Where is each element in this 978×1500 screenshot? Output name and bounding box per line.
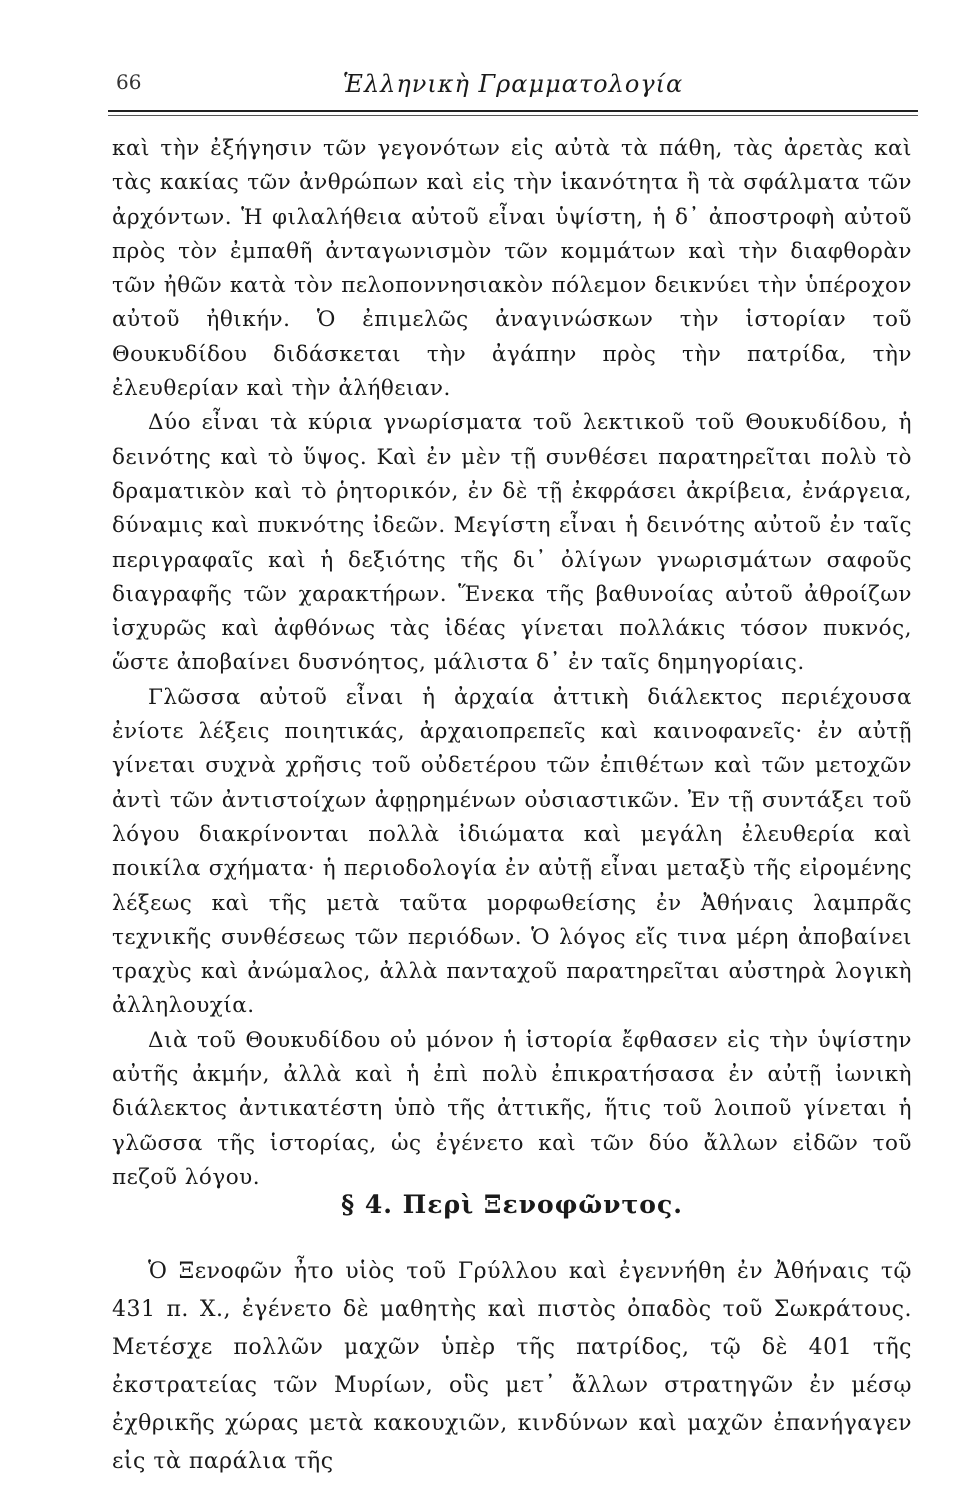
paragraph-text: Ὁ Ξενοφῶν ἦτο υἱὸς τοῦ Γρύλλου καὶ ἐγεννήθη ἐν Ἀθήναις τῷ 431 π. Χ., ἐγένετο δὲ μαθητὴς καὶ πιστὸς ὀπαδὸς τοῦ Σωκράτους. Μετέσχε πολλῶν μαχῶν ὑπὲρ τῆς πατρίδος, τῷ δὲ 401 τῆς ἐκστρατείας τῶν Μυρίων, οὓς μετ᾽ ἄλλων στρατηγῶν ἐν μέσῳ ἐχθρικῆς χώρας μετὰ κακουχιῶν, κινδύνων καὶ μαχῶν ἐπανήγαγεν εἰς τὰ παράλια τῆς [112, 1259, 912, 1474]
paragraph [112, 1253, 912, 1481]
paragraph-text: καὶ τὴν ἐξήγησιν τῶν γεγονότων εἰς αὐτὰ τὰ πάθη, τὰς ἀρετὰς καὶ τὰς κακίας τῶν ἀνθρώπων καὶ εἰς τὴν ἱκανότητα ἢ τὰ σφάλματα τῶν ἀρχόντων. Ἡ φιλαλήθεια αὐτοῦ εἶναι ὑψίστη, ἡ δ᾽ ἀποστροφὴ αὐτοῦ πρὸς τὸν ἐμπαθῆ ἀνταγωνισμὸν τῶν κομμάτων καὶ τὴν διαφθορὰν τῶν ἠθῶν κατὰ τὸν πελοποννησιακὸν πόλεμον δεικνύει τὴν ὑπέροχον αὐτοῦ ἠθικήν. Ὁ ἐπιμελῶς ἀναγινώσκων τὴν ἱστορίαν τοῦ Θουκυδίδου διδάσκεται τὴν ἀγάπην πρὸς τὴν πατρίδα, τὴν ἐλευθερίαν καὶ τὴν ἀλήθειαν. [112, 136, 912, 402]
paragraph [112, 406, 912, 680]
body-text-section [112, 1253, 912, 1481]
paragraph-text: Διὰ τοῦ Θουκυδίδου οὐ μόνον ἡ ἱστορία ἔφθασεν εἰς τὴν ὑψίστην αὐτῆς ἀκμήν, ἀλλὰ καὶ ἡ ἐπὶ πολὺ ἐπικρατήσασα ἐν αὐτῇ ἰωνικὴ διάλεκτος ἀντικατέστη ὑπὸ τῆς ἀττικῆς, ἥτις τοῦ λοιποῦ γίνεται ἡ γλῶσσα τῆς ἱστορίας, ὡς ἐγένετο καὶ τῶν δύο ἄλλων εἰδῶν τοῦ πεζοῦ λόγου. [112, 1027, 912, 1190]
paragraph [112, 681, 912, 1024]
body-text [112, 132, 912, 1195]
paragraph-text: Δύο εἶναι τὰ κύρια γνωρίσματα τοῦ λεκτικοῦ τοῦ Θουκυδίδου, ἡ δεινότης καὶ τὸ ὕψος. Καὶ ἐν μὲν τῇ συνθέσει παρατηρεῖται πολὺ τὸ δραματικὸν καὶ τὸ ῥητορικόν, ἐν δὲ τῇ ἐκφράσει ἀκρίβεια, ἐνάργεια, δύναμις καὶ πυκνότης ἰδεῶν. Μεγίστη εἶναι ἡ δεινότης αὐτοῦ ἐν ταῖς περιγραφαῖς καὶ ἡ δεξιότης τῆς δι᾽ ὀλίγων γνωρισμάτων σαφοῦς διαγραφῆς τῶν χαρακτήρων. Ἕνεκα τῆς βαθυνοίας αὐτοῦ ἀθροίζων ἰσχυρῶς καὶ ἀφθόνως τὰς ἰδέας γίνεται πολλάκις τόσον πυκνός, ὥστε ἀποβαίνει δυσνόητος, μάλιστα δ᾽ ἐν ταῖς δημηγορίαις. [112, 410, 912, 676]
paragraph [112, 132, 912, 406]
page-header [108, 64, 918, 104]
paragraph [112, 1024, 912, 1195]
header-rule-thin [108, 115, 918, 116]
page-number: 66 [116, 70, 142, 94]
paragraph-text: Γλῶσσα αὐτοῦ εἶναι ἡ ἀρχαία ἀττικὴ διάλεκτος περιέχουσα ἐνίοτε λέξεις ποιητικάς, ἀρχαιοπρεπεῖς καὶ καινοφανεῖς· ἐν αὐτῇ γίνεται συχνὰ χρῆσις τοῦ οὐδετέρου τῶν ἐπιθέτων καὶ τῶν μετοχῶν ἀντὶ τῶν ἀντιστοίχων ἀφῃρημένων οὐσιαστικῶν. Ἐν τῇ συντάξει τοῦ λόγου διακρίνονται πολλὰ ἰδιώματα καὶ μεγάλη ἐλευθερία καὶ ποικίλα σχήματα· ἡ περιοδολογία ἐν αὐτῇ εἶναι μεταξὺ τῆς εἰρομένης λέξεως καὶ τῆς μετὰ ταῦτα μορφωθείσης ἐν Ἀθήναις λαμπρᾶς τεχνικῆς συνθέσεως τῶν περιόδων. Ὁ λόγος εἴς τινα μέρη ἀποβαίνει τραχὺς καὶ ἀνώμαλος, ἀλλὰ πανταχοῦ παρατηρεῖται αὐστηρὰ λογικὴ ἀλληλουχία. [112, 684, 912, 1019]
header-rule [108, 110, 918, 112]
running-title: Ἑλληνικὴ Γραμματολογία [342, 70, 684, 98]
section-heading: § 4. Περὶ Ξενοφῶντος. [341, 1190, 683, 1219]
